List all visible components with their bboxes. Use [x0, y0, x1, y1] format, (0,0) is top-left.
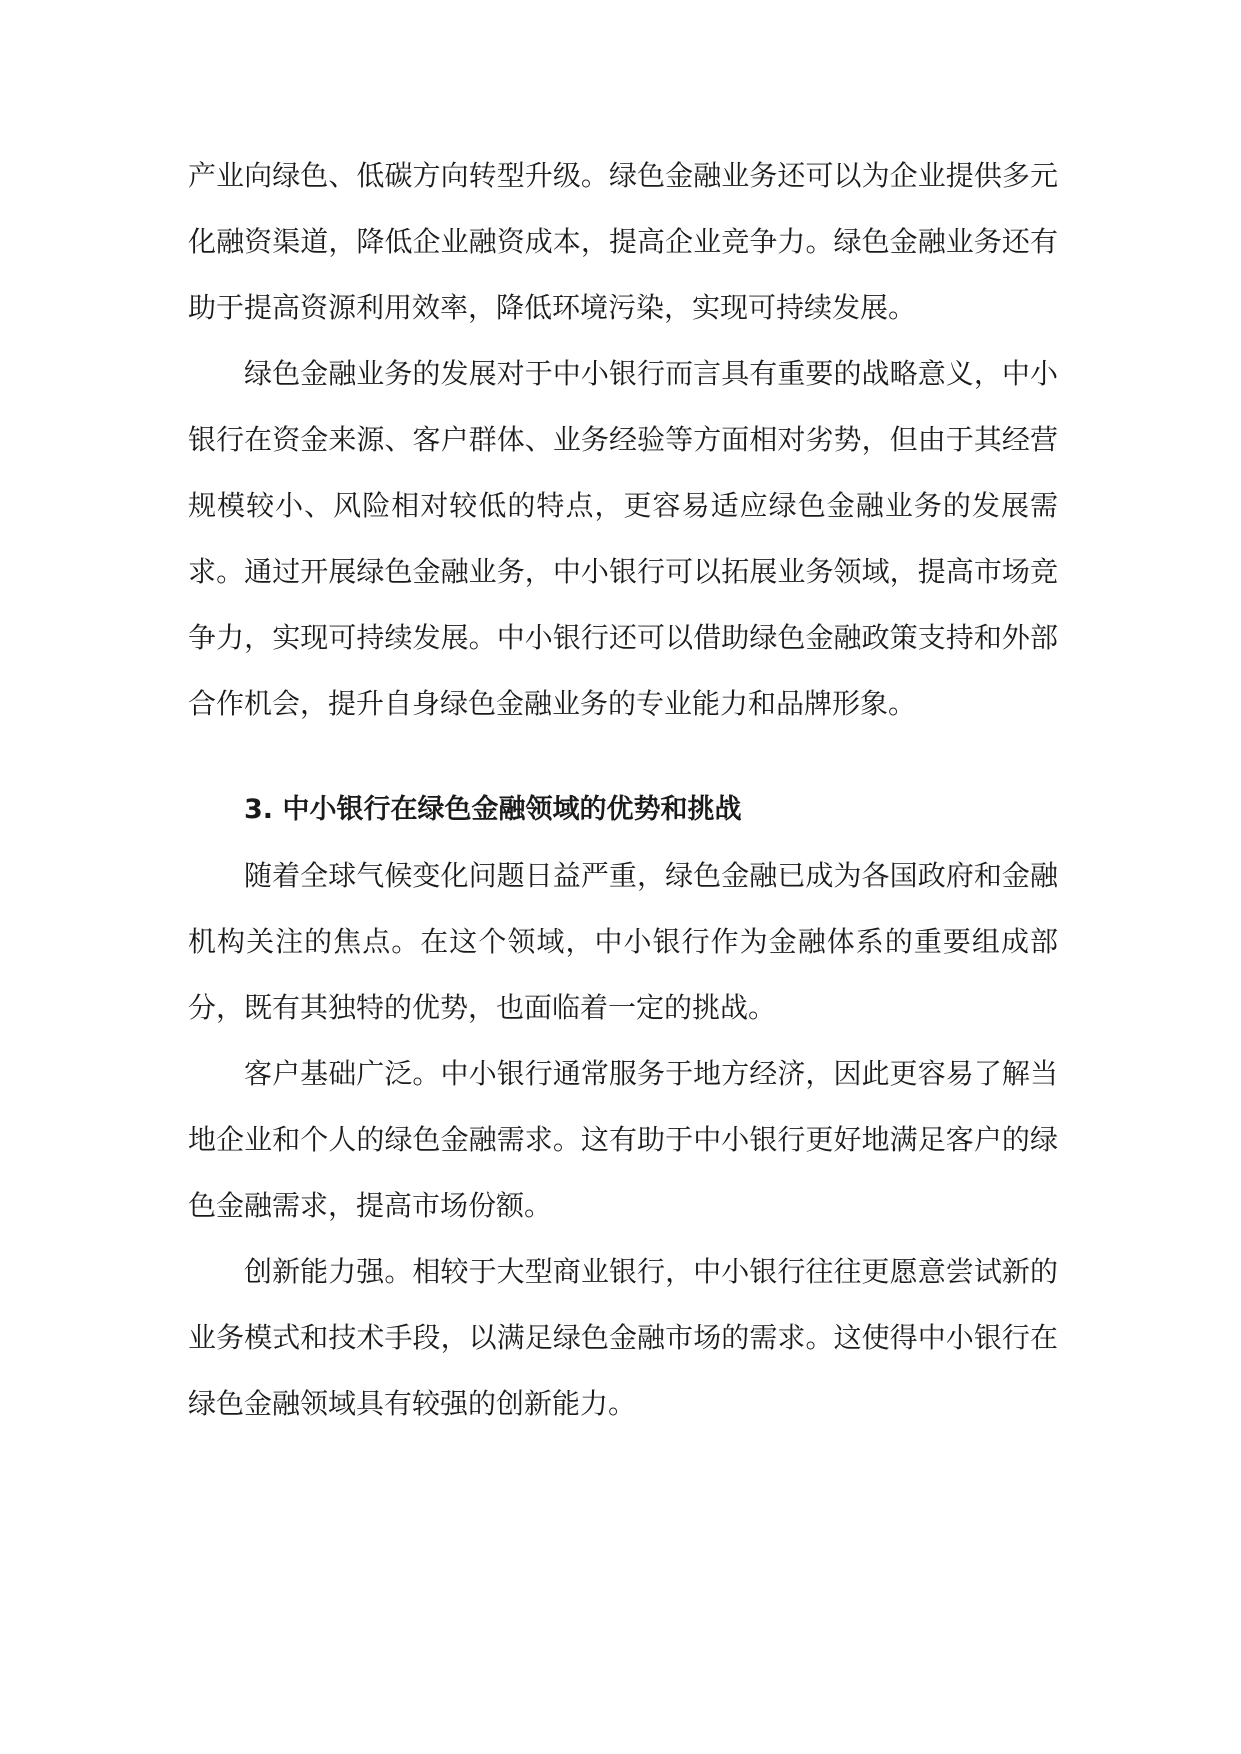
- paragraph-climate-context: 随着全球气候变化问题日益严重，绿色金融已成为各国政府和金融机构关注的焦点。在这个领域，中小银行作为金融体系的重要组成部分，既有其独特的优势，也面临着一定的挑战。: [188, 859, 1058, 1024]
- paragraph-customer-base: 客户基础广泛。中小银行通常服务于地方经济，因此更容易了解当地企业和个人的绿色金融需求。这有助于中小银行更好地满足客户的绿色金融需求，提高市场份额。: [188, 1057, 1058, 1222]
- paragraph-continuation: 产业向绿色、低碳方向转型升级。绿色金融业务还可以为企业提供多元化融资渠道，降低企业融资成本，提高企业竞争力。绿色金融业务还有助于提高资源利用效率，降低环境污染，实现可持续发展。: [188, 159, 1058, 324]
- document-body: [188, 143, 1058, 1437]
- section-heading: 3. 中小银行在绿色金融领域的优势和挑战: [244, 794, 742, 825]
- paragraph-strategic-significance: 绿色金融业务的发展对于中小银行而言具有重要的战略意义，中小银行在资金来源、客户群体、业务经验等方面相对劣势，但由于其经营规模较小、风险相对较低的特点，更容易适应绿色金融业务的发展需求。通过开展绿色金融业务，中小银行可以拓展业务领域，提高市场竞争力，实现可持续发展。中小银行还可以借助绿色金融政策支持和外部合作机会，提升自身绿色金融业务的专业能力和品牌形象。: [188, 357, 1058, 720]
- paragraph-innovation: 创新能力强。相较于大型商业银行，中小银行往往更愿意尝试新的业务模式和技术手段，以满足绿色金融市场的需求。这使得中小银行在绿色金融领域具有较强的创新能力。: [188, 1255, 1058, 1420]
